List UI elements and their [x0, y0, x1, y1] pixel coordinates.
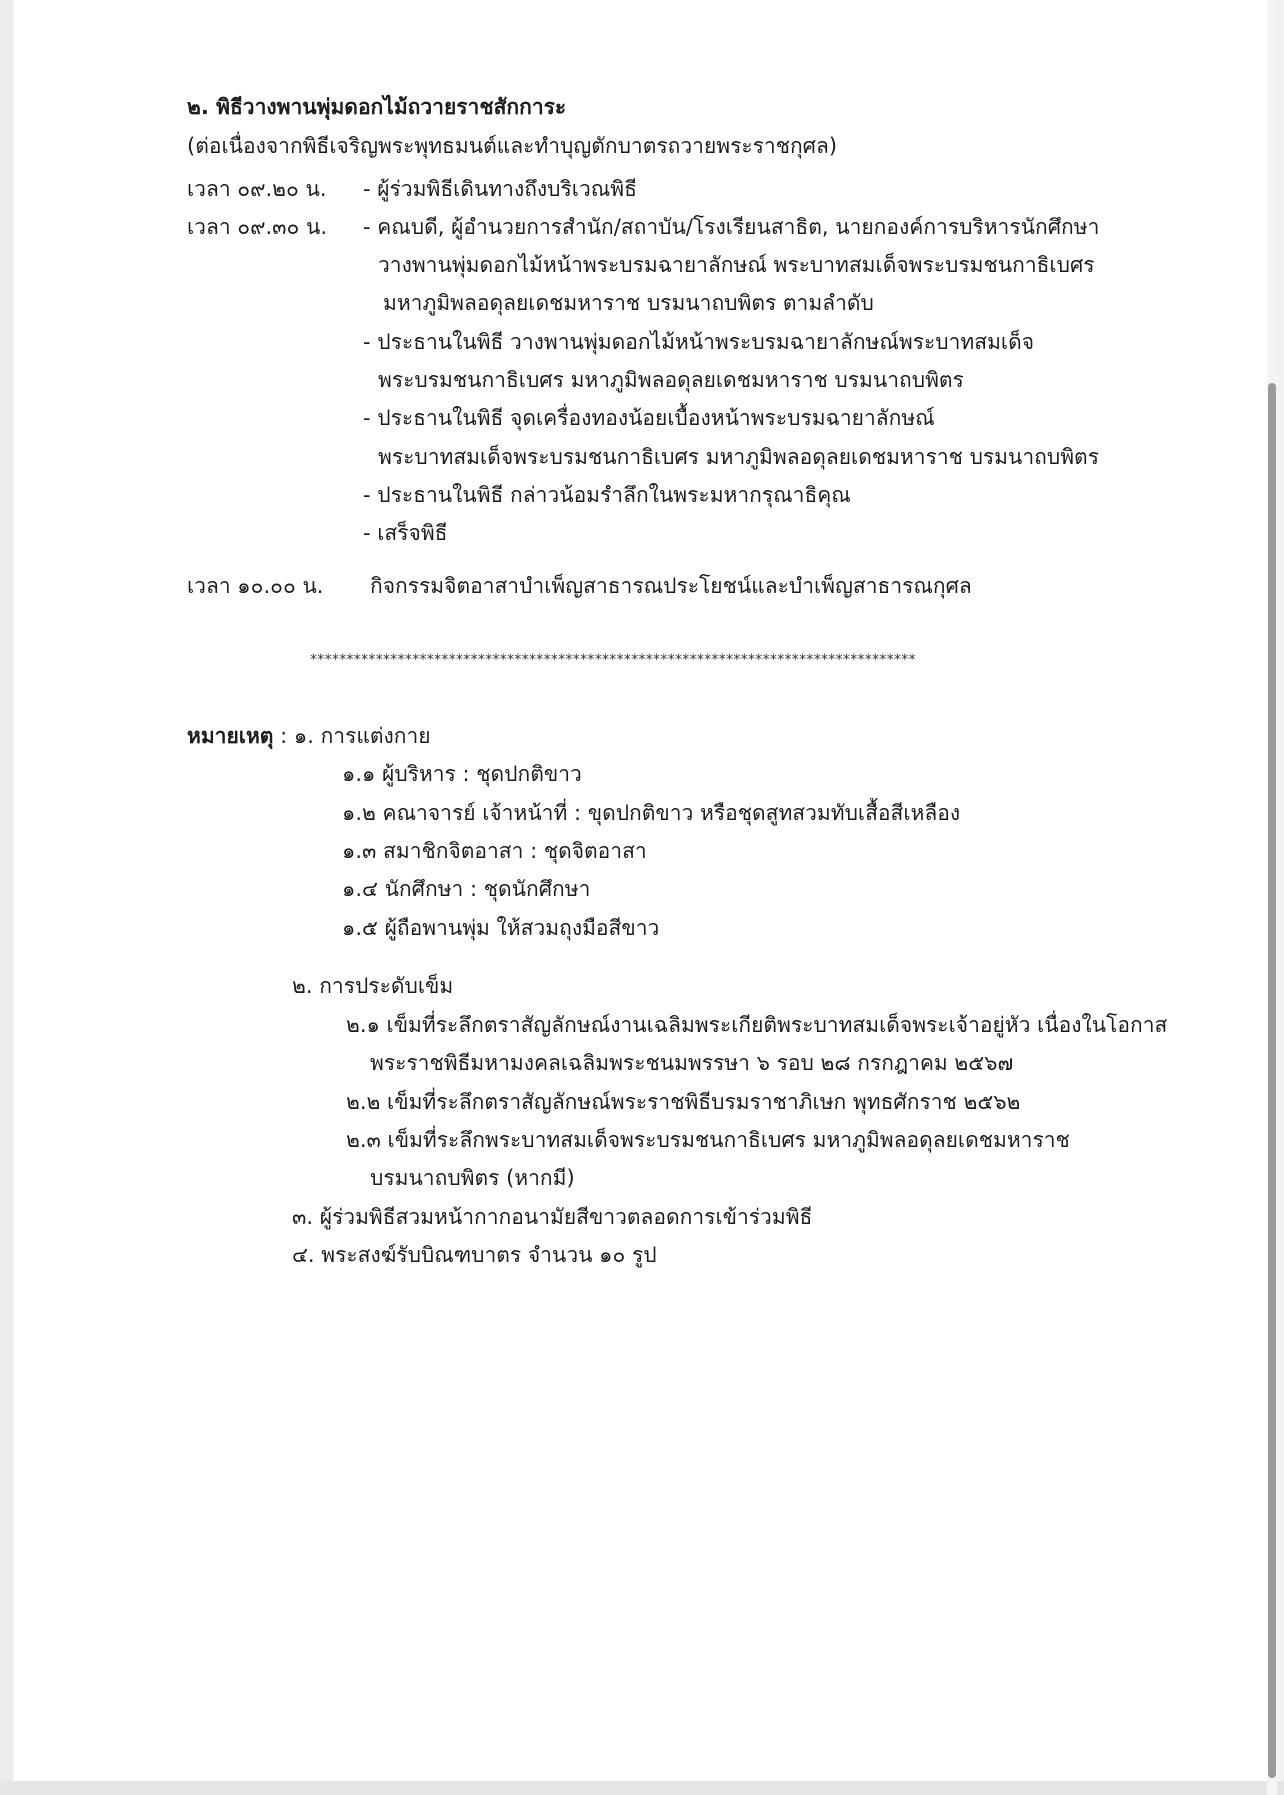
notes-item: ๔. พระสงฆ์รับบิณฑบาตร จำนวน ๑๐ รูป [292, 1243, 657, 1267]
schedule-line: - ประธานในพิธี จุดเครื่องทองน้อยเบื้องหน้าพระบรมฉายาลักษณ์ [363, 406, 935, 430]
notes-subitem: ๑.๒ คณาจารย์ เจ้าหน้าที่ : ขุดปกติขาว หรือชุดสูทสวมทับเสื้อสีเหลือง [342, 801, 961, 825]
schedule-time: เวลา ๐๙.๒๐ น. [187, 177, 327, 201]
notes-item-title: ๑. การแต่งกาย [293, 724, 431, 748]
notes-subitem: ๒.๓ เข็มที่ระลึกพระบาทสมเด็จพระบรมชนกาธิเบศร มหาภูมิพลอดุลยเดชมหาราช [346, 1128, 1070, 1152]
separator: *********************************************************************************** [310, 652, 916, 668]
schedule-line: - เสร็จพิธี [363, 521, 448, 545]
schedule-time: เวลา ๑๐.๐๐ น. [187, 574, 324, 598]
schedule-line: กิจกรรมจิตอาสาบำเพ็ญสาธารณประโยชน์และบำเพ็ญสาธารณกุศล [370, 574, 972, 598]
notes-subitem: ๑.๕ ผู้ถือพานพุ่ม ให้สวมถุงมือสีขาว [342, 916, 660, 940]
schedule-line: - คณบดี, ผู้อำนวยการสำนัก/สถาบัน/โรงเรียนสาธิต, นายกองค์การบริหารนักศึกษา [363, 215, 1100, 239]
notes-subitem: ๑.๔ นักศึกษา : ชุดนักศึกษา [342, 877, 591, 901]
notes-item: ๓. ผู้ร่วมพิธีสวมหน้ากากอนามัยสีขาวตลอดการเข้าร่วมพิธี [292, 1205, 813, 1229]
section-heading: ๒. พิธีวางพานพุ่มดอกไม้ถวายราชสักการะ [187, 95, 567, 119]
schedule-line: มหาภูมิพลอดุลยเดชมหาราช บรมนาถบพิตร ตามลำดับ [383, 291, 874, 315]
schedule-line: - ประธานในพิธี กล่าวน้อมรำลึกในพระมหากรุณาธิคุณ [363, 483, 851, 507]
notes-subitem: ๑.๑ ผู้บริหาร : ชุดปกติขาว [342, 762, 582, 786]
notes-subitem: พระราชพิธีมหามงคลเฉลิมพระชนมพรรษา ๖ รอบ ๒๘ กรกฎาคม ๒๕๖๗ [370, 1051, 1014, 1075]
schedule-line: พระบาทสมเด็จพระบรมชนกาธิเบศร มหาภูมิพลอดุลยเดชมหาราช บรมนาถบพิตร [378, 445, 1099, 469]
notes-subitem: ๑.๓ สมาชิกจิตอาสา : ชุดจิตอาสา [342, 839, 647, 863]
notes-subitem: ๒.๒ เข็มที่ระลึกตราสัญลักษณ์พระราชพิธีบรมราชาภิเษก พุทธศักราช ๒๕๖๒ [346, 1090, 1021, 1114]
left-gutter [0, 0, 13, 1795]
notes-label: หมายเหตุ [187, 724, 274, 748]
section-subheading: (ต่อเนื่องจากพิธีเจริญพระพุทธมนต์และทำบุญตักบาตรถวายพระราชกุศล) [187, 134, 838, 158]
bottom-strip [0, 1781, 1284, 1795]
notes-header [187, 721, 431, 751]
notes-subitem: ๒.๑ เข็มที่ระลึกตราสัญลักษณ์งานเฉลิมพระเกียติพระบาทสมเด็จพระเจ้าอยู่หัว เนื่องในโอกาส [346, 1013, 1168, 1037]
document-page [13, 0, 1272, 1781]
schedule-line: วางพานพุ่มดอกไม้หน้าพระบรมฉายาลักษณ์ พระบาทสมเด็จพระบรมชนกาธิเบศร [378, 253, 1095, 277]
schedule-line: - ผู้ร่วมพิธีเดินทางถึงบริเวณพิธี [363, 177, 637, 201]
schedule-line: พระบรมชนกาธิเบศร มหาภูมิพลอดุลยเดชมหาราช บรมนาถบพิตร [378, 368, 964, 392]
schedule-time: เวลา ๐๙.๓๐ น. [187, 215, 328, 239]
notes-item-title: ๒. การประดับเข็ม [292, 974, 454, 998]
schedule-line: - ประธานในพิธี วางพานพุ่มดอกไม้หน้าพระบรมฉายาลักษณ์พระบาทสมเด็จ [363, 330, 1035, 354]
notes-subitem: บรมนาถบพิตร (หากมี) [370, 1166, 575, 1190]
notes-colon: : [273, 724, 294, 748]
scrollbar-thumb[interactable] [1268, 383, 1276, 1778]
